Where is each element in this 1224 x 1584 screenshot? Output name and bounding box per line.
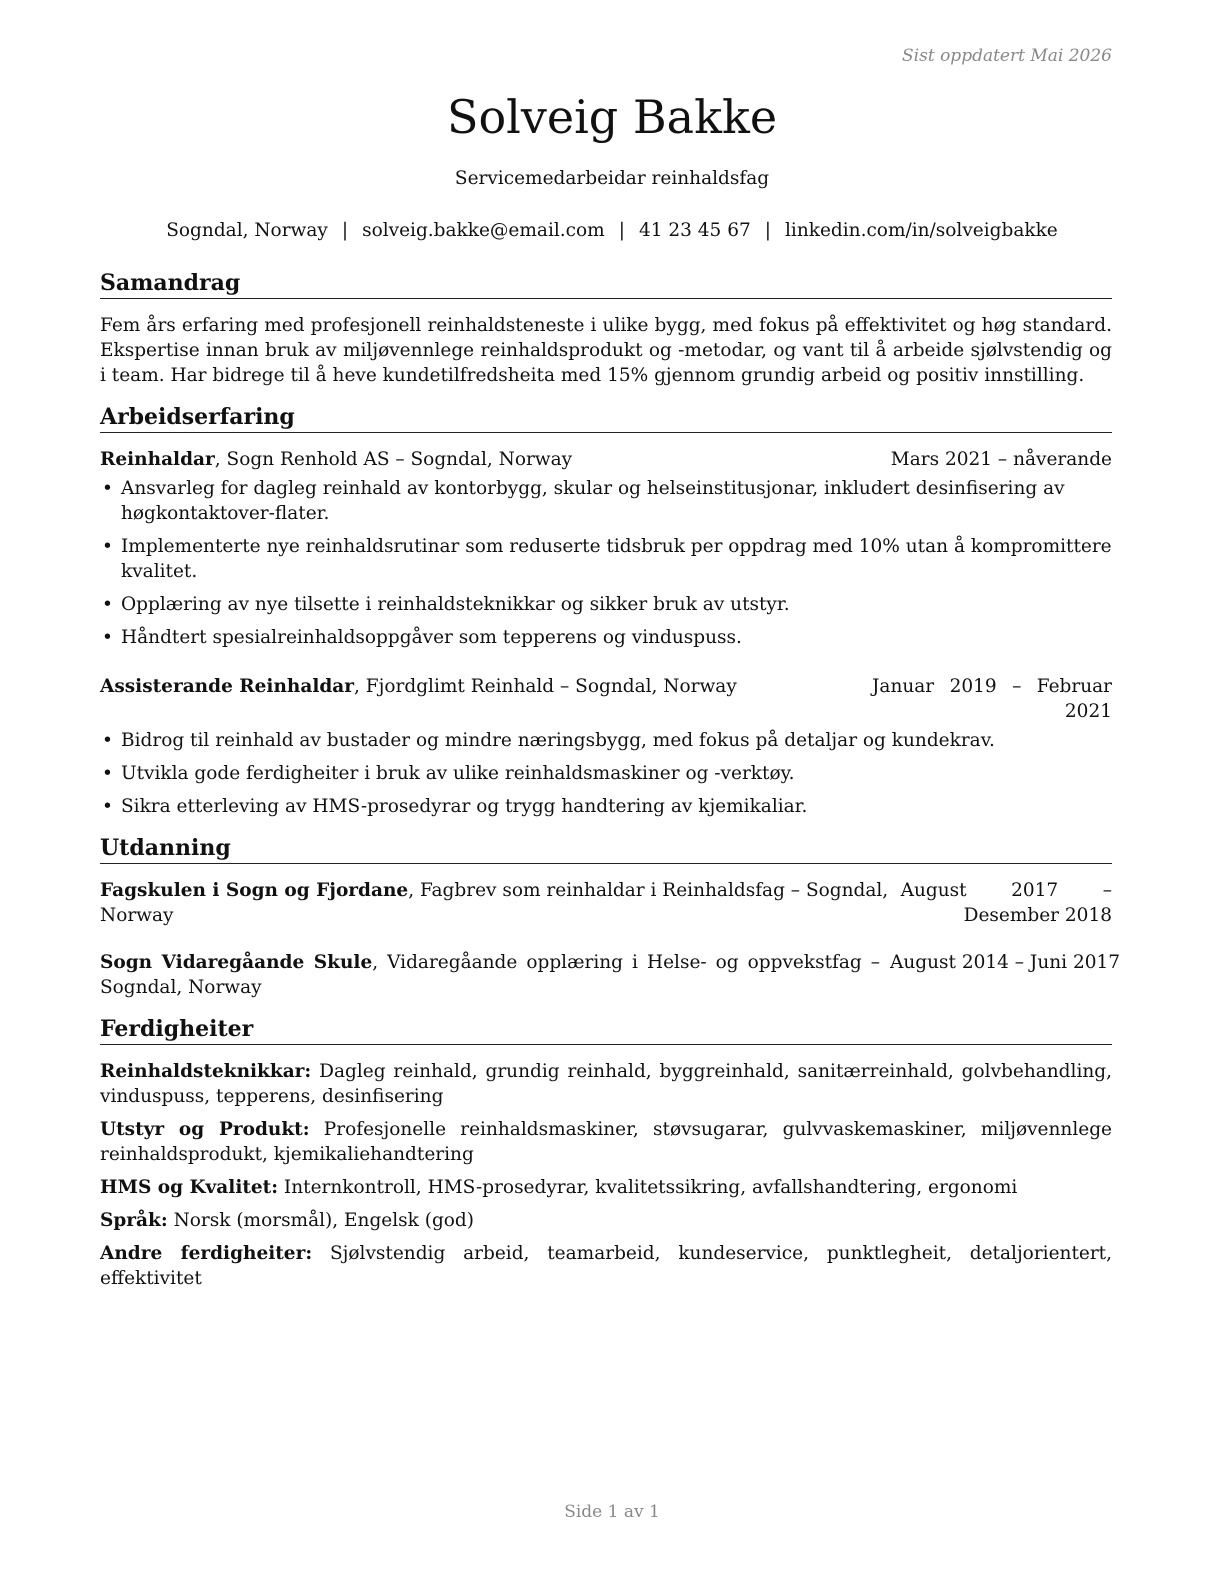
contact-phone: 41 23 45 67	[638, 220, 751, 241]
section-title-experience: Arbeidserfaring	[100, 402, 1112, 433]
skill-row	[100, 1117, 1112, 1167]
section-title-skills: Ferdigheiter	[100, 1014, 1112, 1045]
job-bullets	[100, 476, 1112, 650]
education-school: Sogn Vidaregåande Skule	[100, 952, 373, 973]
job-dates: Mars 2021 – nåverande	[890, 449, 1112, 470]
skill-label: Reinhaldsteknikkar:	[100, 1061, 312, 1082]
job-position	[100, 447, 572, 472]
skill-label: Språk:	[100, 1210, 168, 1231]
skill-row	[100, 1175, 1112, 1200]
contact-linkedin[interactable]: linkedin.com/in/solveigbakke	[784, 220, 1058, 241]
education-entry	[100, 878, 1112, 928]
education-dates: August 2014 – Juni 2017	[890, 952, 1121, 973]
skill-value: Profesjonelle reinhaldsmaskiner, støvsugarar, gulvvaskemaskiner, miljøvennlege reinhaldsprodukt, kjemikaliehandtering	[100, 1119, 1112, 1165]
list-item: • Implementerte nye reinhaldsrutinar som reduserte tidsbruk per oppdrag med 10% utan å kompromittere kvalitet.	[100, 534, 1112, 584]
summary-section	[100, 268, 1112, 388]
contact-line	[0, 218, 1224, 243]
skills-section	[100, 1014, 1112, 1291]
job-employer: , Sogn Renhold AS – Sogndal, Norway	[214, 449, 573, 470]
job-employer: , Fjordglimt Reinhald – Sogndal, Norway	[354, 676, 737, 697]
education-program	[100, 878, 891, 928]
skill-value: Sjølvstendig arbeid, teamarbeid, kundeservice, punktlegheit, detaljorientert, effektivitet	[100, 1243, 1112, 1289]
experience-section	[100, 402, 1112, 819]
job-entry	[100, 674, 1112, 819]
education-dates: August 2017 – Desember 2018	[900, 880, 1112, 926]
contact-separator: |	[764, 220, 771, 241]
skill-row	[100, 1059, 1112, 1109]
list-item: • Sikra etterleving av HMS-prosedyrar og trygg handtering av kjemikaliar.	[100, 794, 1112, 819]
job-header	[100, 447, 1112, 472]
skill-label: Andre ferdigheiter:	[100, 1243, 313, 1264]
education-section	[100, 833, 1121, 1000]
education-program	[100, 950, 880, 1000]
skill-label: HMS og Kvalitet:	[100, 1177, 279, 1198]
list-item: • Håndtert spesialreinhaldsoppgåver som tepperens og vinduspuss.	[100, 625, 1112, 650]
education-entry	[100, 950, 1121, 1000]
skill-label: Utstyr og Produkt:	[100, 1119, 310, 1140]
job-position	[100, 674, 737, 724]
education-degree: , Fagbrev som reinhaldar i Reinhaldsfag – Sogndal, Norway	[100, 880, 889, 926]
list-item: • Bidrog til reinhald av bustader og mindre næringsbygg, med fokus på detaljar og kundekrav.	[100, 728, 1112, 753]
job-bullets	[100, 728, 1112, 819]
job-role: Reinhaldar	[100, 449, 215, 470]
education-degree: , Vidaregåande opplæring i Helse- og oppvekstfag – Sogndal, Norway	[100, 952, 880, 998]
list-item: • Ansvarleg for dagleg reinhald av kontorbygg, skular og helseinstitusjonar, inkludert desinfisering av høgkontaktover-flater.	[100, 476, 1112, 526]
contact-email[interactable]: solveig.bakke@email.com	[362, 220, 605, 241]
section-title-summary: Samandrag	[100, 268, 1112, 299]
section-title-education: Utdanning	[100, 833, 1112, 864]
skill-row	[100, 1208, 1112, 1233]
job-title: Servicemedarbeidar reinhaldsfag	[454, 168, 770, 189]
last-updated: Sist oppdatert Mai 2026	[902, 46, 1112, 66]
education-school: Fagskulen i Sogn og Fjordane	[100, 880, 409, 901]
job-entry	[100, 447, 1112, 650]
skill-value: Norsk (morsmål), Engelsk (god)	[167, 1210, 474, 1231]
list-item: • Utvikla gode ferdigheiter i bruk av ulike reinhaldsmaskiner og -verktøy.	[100, 761, 1112, 786]
summary-text: Fem års erfaring med profesjonell reinhaldsteneste i ulike bygg, med fokus på effektivitet og høg standard. Ekspertise innan bruk av miljøvennlege reinhaldsprodukt og -metodar, og vant til å arbeide sjølvstendig og i team. Har bidrege til å heve kundetilfredsheita med 15% gjennom grundig arbeid og positiv innstilling.	[100, 315, 1112, 386]
skill-value: Internkontroll, HMS-prosedyrar, kvalitetssikring, avfallshandtering, ergonomi	[278, 1177, 1018, 1198]
job-header	[100, 674, 1112, 724]
skill-row	[100, 1241, 1112, 1291]
resume-body	[100, 268, 1121, 1291]
skill-value: Dagleg reinhald, grundig reinhald, byggreinhald, sanitærreinhald, golvbehandling, vinduspuss, tepperens, desinfisering	[100, 1061, 1112, 1107]
job-role: Assisterande Reinhaldar	[100, 676, 355, 697]
candidate-name: Solveig Bakke	[446, 90, 778, 144]
page-number: Side 1 av 1	[564, 1502, 660, 1522]
job-dates: Januar 2019 – Februar 2021	[872, 676, 1112, 722]
contact-separator: |	[618, 220, 625, 241]
list-item: • Opplæring av nye tilsette i reinhaldsteknikkar og sikker bruk av utstyr.	[100, 592, 1112, 617]
contact-separator: |	[341, 220, 349, 241]
contact-location: Sogndal, Norway	[166, 220, 328, 241]
